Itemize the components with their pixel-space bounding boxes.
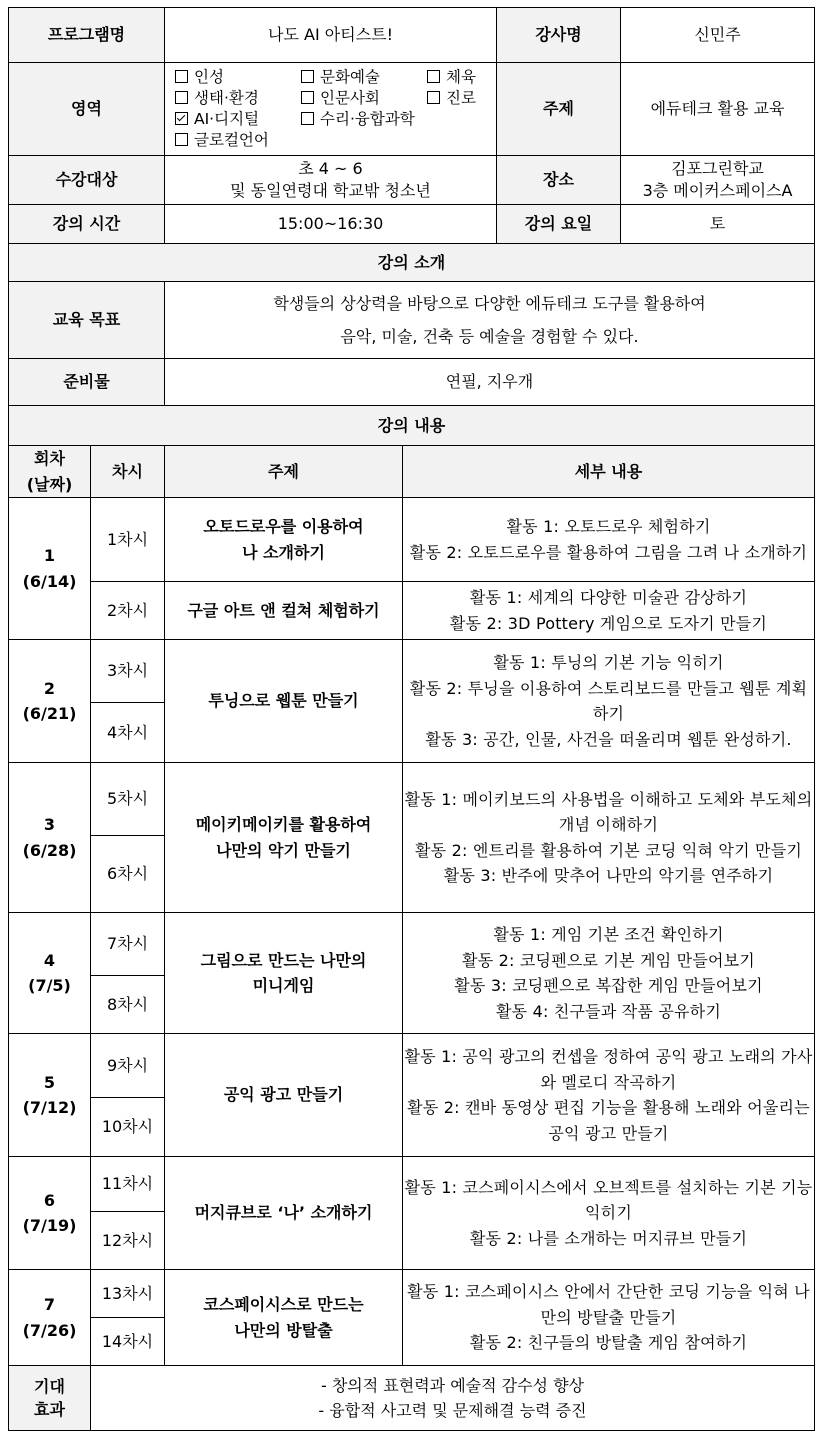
topic-line: 메이키메이키를 활용하여 [195,815,372,835]
area-item [175,130,301,151]
detail-line: 활동 2: 3D Pottery 게임으로 도자기 만들기 [449,613,768,633]
period-cell: 9차시 [91,1034,165,1098]
effect-value [91,1366,815,1431]
session-cell [9,1270,91,1366]
detail-cell [403,1270,815,1366]
subject-value: 에듀테크 활용 교육 [621,63,815,156]
session-date: (6/14) [22,571,77,591]
topic-line: 오토드로우를 이용하여 [203,517,364,537]
row-time [9,205,815,244]
session-cell [9,763,91,913]
table-row [9,913,815,976]
day-label: 강의 요일 [497,205,621,244]
program-value: 나도 AI 아티스트! [165,8,497,63]
period-cell: 6차시 [91,836,165,913]
topic-cell: 공익 광고 만들기 [165,1034,403,1157]
detail-line: 활동 3: 반주에 맞추어 나만의 악기를 연주하기 [443,866,774,886]
detail-line: 활동 3: 공간, 인물, 사건을 떠올리며 웹툰 완성하기. [425,729,792,749]
detail-line: 활동 2: 나를 소개하는 머지큐브 만들기 [469,1228,748,1248]
checkbox-icon [427,91,440,104]
effect-label-line: 기대 [34,1377,65,1396]
row-content-header [9,446,815,498]
session-cell [9,640,91,763]
topic-cell [165,913,403,1034]
detail-cell [403,763,815,913]
target-label: 수강대상 [9,156,165,205]
topic-line: 코스페이시스로 만드는 [203,1295,364,1315]
period-cell: 12차시 [91,1212,165,1270]
target-value [165,156,497,205]
program-label: 프로그램명 [9,8,165,63]
detail-line: 활동 1: 공익 광고의 컨셉을 정하여 공익 광고 노래의 가사와 멜로디 작곡하기 [404,1047,813,1092]
subject-label: 주제 [497,63,621,156]
topic-cell: 구글 아트 앤 컬쳐 체험하기 [165,582,403,640]
area-item-label: 진로 [446,89,476,107]
row-effect [9,1366,815,1431]
day-value: 토 [621,205,815,244]
row-intro-title [9,244,815,282]
session-cell [9,1157,91,1270]
effect-item: - 창의적 표현력과 예술적 감수성 향상 [320,1375,585,1395]
detail-cell [403,498,815,582]
session-date: (6/21) [22,704,77,724]
checkbox-icon [427,70,440,83]
session-number: 4 [43,950,56,970]
topic-cell [165,498,403,582]
topic-cell [165,763,403,913]
period-cell: 3차시 [91,640,165,703]
session-date: (6/28) [22,840,77,860]
session-cell [9,1034,91,1157]
topic-cell [165,1270,403,1366]
topic-line: 나 소개하기 [242,542,325,562]
col-session-header [9,446,91,498]
checkbox-icon [301,91,314,104]
detail-line: 활동 1: 세계의 다양한 미술관 감상하기 [469,588,748,608]
detail-line: 활동 2: 투닝을 이용하여 스토리보드를 만들고 웹툰 계획하기 [409,678,808,724]
period-cell: 8차시 [91,976,165,1034]
row-program [9,8,815,63]
detail-line: 활동 1: 오토드로우 체험하기 [506,517,711,537]
detail-line: 활동 2: 코딩펜으로 기본 게임 만들어보기 [462,950,755,970]
materials-value: 연필, 지우개 [165,359,815,406]
table-row [9,1157,815,1212]
col-topic-header: 주제 [165,446,403,498]
effect-item: - 융합적 사고력 및 문제해결 능력 증진 [318,1401,587,1421]
topic-line: 나만의 악기 만들기 [216,840,351,860]
detail-line: 활동 1: 투닝의 기본 기능 익히기 [493,653,724,672]
area-item [175,67,301,88]
table-row [9,498,815,582]
detail-line: 활동 2: 친구들의 방탈출 게임 참여하기 [469,1333,748,1353]
row-area [9,63,815,156]
session-number: 2 [43,678,56,698]
area-item-label: 생태·환경 [194,89,259,107]
time-label: 강의 시간 [9,205,165,244]
period-cell: 1차시 [91,498,165,582]
area-item-label: 인문사회 [320,89,380,107]
instructor-value: 신민주 [621,8,815,63]
effect-label [9,1366,91,1431]
detail-line: 활동 1: 코스페이시스 안에서 간단한 코딩 기능을 익혀 나만의 방탈출 만들기 [407,1282,810,1327]
area-checkboxes [165,63,497,156]
detail-cell [403,913,815,1034]
topic-cell: 머지큐브로 ‘나’ 소개하기 [165,1157,403,1270]
period-cell: 13차시 [91,1270,165,1318]
detail-line: 활동 4: 친구들과 작품 공유하기 [496,1001,721,1021]
detail-cell [403,640,815,763]
detail-cell [403,1034,815,1157]
session-number: 7 [43,1295,56,1315]
detail-cell [403,1157,815,1270]
table-row [9,1034,815,1098]
checkbox-icon [301,112,314,125]
goal-line: 학생들의 상상력을 바탕으로 다양한 에듀테크 도구를 활용하여 [273,294,706,313]
col-session-line: (날짜) [26,474,73,494]
place-value [621,156,815,205]
area-item-label: 수리·융합과학 [320,110,415,128]
area-item [427,88,497,109]
period-cell: 4차시 [91,703,165,763]
area-item-label: 글로컬언어 [194,131,269,149]
content-section-title: 강의 내용 [9,406,815,446]
table-row [9,582,815,640]
col-session-line: 회차 [34,449,65,468]
program-plan-table [8,7,815,1431]
topic-line: 미니게임 [252,976,315,996]
goal-label: 교육 목표 [9,282,165,359]
detail-line: 활동 2: 엔트리를 활용하여 기본 코딩 익혀 악기 만들기 [414,840,803,860]
target-line: 및 동일연령대 학교밖 청소년 [230,181,431,200]
place-line: 김포그린학교 [671,159,764,179]
checkbox-icon [175,70,188,83]
place-line: 3층 메이커스페이스A [642,181,793,200]
period-cell: 14차시 [91,1318,165,1366]
topic-line: 그림으로 만드는 나만의 [200,950,367,970]
area-label: 영역 [9,63,165,156]
area-item [301,88,427,109]
session-number: 5 [43,1072,56,1092]
checkbox-checked-icon [175,112,188,125]
detail-line: 활동 2: 오토드로우를 활용하여 그림을 그려 나 소개하기 [409,542,808,562]
session-cell [9,498,91,640]
topic-cell: 투닝으로 웹툰 만들기 [165,640,403,763]
area-item [301,109,427,130]
area-item [175,109,301,130]
area-item-label: AI·디지털 [194,110,260,128]
area-item [175,88,301,109]
detail-line: 활동 1: 메이키보드의 사용법을 이해하고 도체와 부도체의 개념 이해하기 [404,789,813,835]
checkbox-icon [175,91,188,104]
table-row [9,763,815,836]
table-row [9,1270,815,1318]
intro-section-title: 강의 소개 [9,244,815,282]
area-item-label: 문화예술 [320,68,380,86]
row-goal [9,282,815,359]
time-value: 15:00~16:30 [165,205,497,244]
goal-line: 음악, 미술, 건축 등 예술을 경험할 수 있다. [340,327,639,346]
area-item-label: 인성 [194,68,224,86]
period-cell: 2차시 [91,582,165,640]
instructor-label: 강사명 [497,8,621,63]
materials-label: 준비물 [9,359,165,406]
session-date: (7/5) [28,976,71,996]
session-date: (7/12) [22,1098,77,1118]
detail-cell [403,582,815,640]
detail-line: 활동 1: 코스페이시스에서 오브젝트를 설치하는 기본 기능 익히기 [404,1177,813,1223]
target-line: 초 4 ~ 6 [298,159,363,179]
period-cell: 7차시 [91,913,165,976]
area-item [301,67,427,88]
checkbox-icon [175,133,188,146]
detail-line: 활동 3: 코딩펜으로 복잡한 게임 만들어보기 [454,976,763,996]
session-number: 3 [43,815,56,835]
session-date: (7/26) [22,1320,77,1340]
session-cell [9,913,91,1034]
area-spacer [427,109,497,130]
row-target [9,156,815,205]
session-date: (7/19) [22,1216,77,1236]
col-detail-header: 세부 내용 [403,446,815,498]
area-item [427,67,497,88]
table-row [9,640,815,703]
period-cell: 10차시 [91,1098,165,1157]
place-label: 장소 [497,156,621,205]
goal-value [165,282,815,359]
col-period-header: 차시 [91,446,165,498]
period-cell: 11차시 [91,1157,165,1212]
session-number: 1 [43,546,56,566]
row-materials [9,359,815,406]
detail-line: 활동 2: 캔바 동영상 편집 기능을 활용해 노래와 어울리는 공익 광고 만들기 [407,1098,810,1143]
detail-line: 활동 1: 게임 기본 조건 확인하기 [493,925,724,944]
area-item-label: 체육 [446,68,476,86]
checkbox-icon [301,70,314,83]
session-number: 6 [43,1190,56,1210]
topic-line: 나만의 방탈출 [234,1320,333,1340]
area-grid [165,63,496,155]
effect-label-line: 효과 [34,1400,65,1420]
period-cell: 5차시 [91,763,165,836]
row-content-title [9,406,815,446]
